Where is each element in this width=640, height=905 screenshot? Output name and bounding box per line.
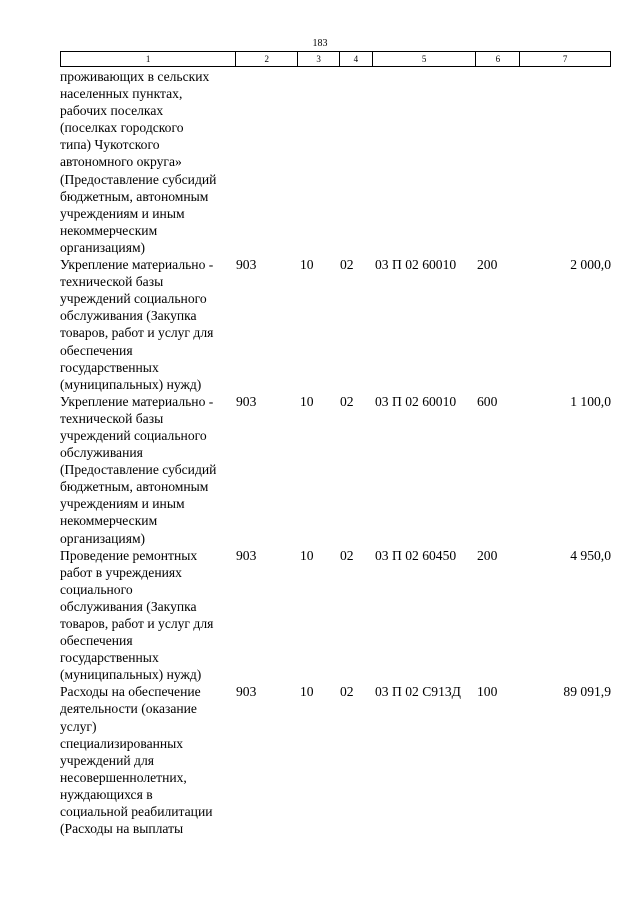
column-header-2: 2: [236, 52, 298, 66]
target-article-code: 03 П 02 С913Д: [375, 684, 461, 700]
amount: 1 100,0: [570, 393, 611, 409]
row-description: Укрепление материально - технической базы учреждений социального обслуживания (Закупка товаров, работ и услуг для обеспечения государственных (муниципальных) нужд): [60, 257, 214, 392]
section-code: 10: [300, 684, 314, 700]
table-row: [60, 547, 611, 684]
table-header-row: [60, 51, 611, 67]
subsection-code: 02: [340, 393, 354, 409]
subsection-code: 02: [340, 547, 354, 563]
table-row: [60, 68, 611, 256]
subsection-code: 02: [340, 684, 354, 700]
expense-type-code: 200: [477, 547, 498, 563]
table-row: [60, 256, 611, 393]
target-article-code: 03 П 02 60010: [375, 257, 457, 273]
row-description: Укрепление материально - технической базы учреждений социального обслуживания (Предоставление субсидий бюджетным, автономным учреждениям и иным некоммерческим организациям): [60, 393, 217, 546]
amount: 4 950,0: [570, 547, 611, 563]
expense-type-code: 200: [477, 257, 498, 273]
row-description: проживающих в сельских населенных пунктах, рабочих поселках (поселках городского типа) Чукотского автономного округа» (Предоставление субсидий бюджетным, автономным учреждениям и иным некоммерческим организациям): [60, 69, 217, 255]
ministry-code: 903: [236, 393, 257, 409]
row-description: Расходы на обеспечение деятельности (оказание услуг) специализированных учреждений для несовершеннолетних, нуждающихся в социальной реабилитации (Расходы на выплаты: [60, 684, 213, 837]
target-article-code: 03 П 02 60010: [375, 393, 457, 409]
expense-type-code: 600: [477, 393, 498, 409]
table-row: [60, 393, 611, 547]
subsection-code: 02: [340, 257, 354, 273]
table-body: [60, 68, 611, 837]
expense-type-code: 100: [477, 684, 498, 700]
section-code: 10: [300, 257, 314, 273]
column-header-7: 7: [562, 54, 568, 64]
page-number: 183: [312, 38, 328, 49]
column-header-5: 5: [373, 52, 477, 66]
column-header-3: 3: [298, 52, 340, 66]
section-code: 10: [300, 547, 314, 563]
column-header-6: 6: [476, 52, 520, 66]
row-description: Проведение ремонтных работ в учреждениях социального обслуживания (Закупка товаров, работ и услуг для обеспечения государственных (муниципальных) нужд): [60, 547, 214, 683]
target-article-code: 03 П 02 60450: [375, 547, 457, 563]
column-header-4: 4: [340, 52, 373, 66]
amount: 89 091,9: [563, 684, 611, 700]
table-row: [60, 683, 611, 837]
ministry-code: 903: [236, 547, 257, 563]
ministry-code: 903: [236, 684, 257, 700]
amount: 2 000,0: [570, 257, 611, 273]
column-header-1: 1: [61, 52, 236, 66]
section-code: 10: [300, 393, 314, 409]
ministry-code: 903: [236, 257, 257, 273]
